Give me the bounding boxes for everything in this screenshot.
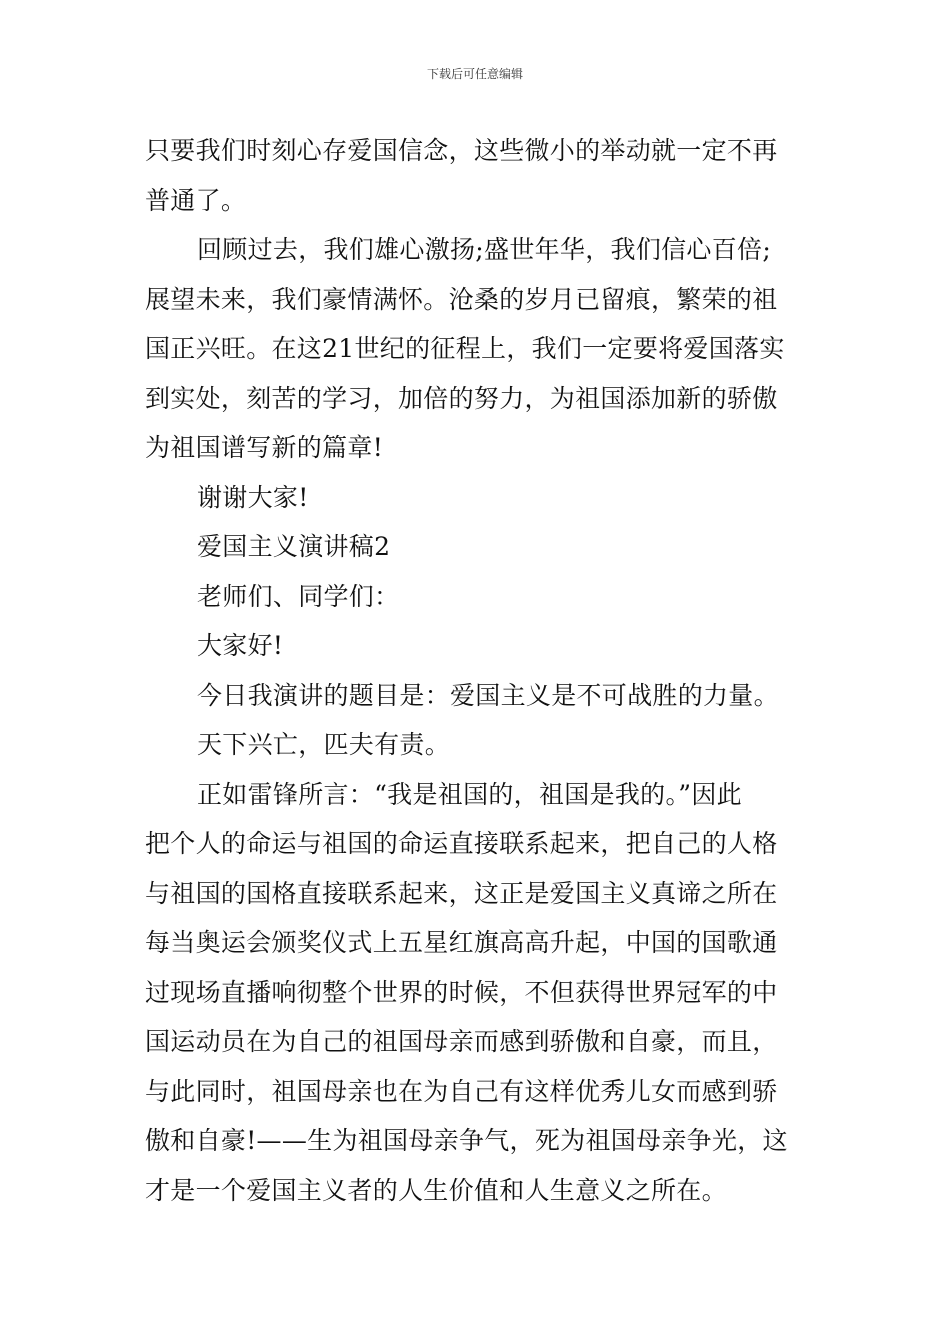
text-line: 每当奥运会颁奖仪式上五星红旗高高升起，中国的国歌通 <box>145 928 778 957</box>
text-line: 到实处，刻苦的学习，加倍的努力，为祖国添加新的骄傲 <box>145 383 778 413</box>
page-header: 下载后可任意编辑 <box>426 67 523 81</box>
text-line: 大家好! <box>197 631 284 660</box>
text-line: 普通了。 <box>145 185 247 215</box>
text-line: 谢谢大家! <box>197 482 309 512</box>
section-title: 爱国主义演讲稿2 <box>197 532 391 561</box>
text-line: 天下兴亡，匹夫有责。 <box>197 730 451 759</box>
text-line: 过现场直播响彻整个世界的时候，不但获得世界冠军的中 <box>145 977 778 1007</box>
text-line: 为祖国谱写新的篇章! <box>145 433 384 462</box>
text-line: 老师们、同学们： <box>197 581 400 611</box>
text-line: 展望未来，我们豪情满怀。沧桑的岁月已留痕，繁荣的祖 <box>145 284 778 314</box>
text-line: 今日我演讲的题目是：爱国主义是不可战胜的力量。 <box>197 680 779 710</box>
text-line: 正如雷锋所言：“我是祖国的，祖国是我的。”因此 <box>197 779 742 809</box>
text-line: 傲和自豪!——生为祖国母亲争气，死为祖国母亲争光，这 <box>145 1126 788 1155</box>
text-line: 才是一个爱国主义者的人生价值和人生意义之所在。 <box>145 1175 727 1205</box>
document-body <box>145 126 807 1215</box>
text-line: 只要我们时刻心存爱国信念，这些微小的举动就一定不再 <box>145 136 778 165</box>
text-line: 与此同时，祖国母亲也在为自己有这样优秀儿女而感到骄 <box>145 1076 778 1106</box>
text-line: 把个人的命运与祖国的命运直接联系起来，把自己的人格 <box>145 829 778 858</box>
text-line: 国运动员在为自己的祖国母亲而感到骄傲和自豪，而且， <box>145 1027 778 1056</box>
text-line: 国正兴旺。在这21世纪的征程上，我们一定要将爱国落实 <box>145 334 785 363</box>
text-line: 回顾过去，我们雄心激扬;盛世年华，我们信心百倍; <box>197 235 772 264</box>
text-line: 与祖国的国格直接联系起来，这正是爱国主义真谛之所在 <box>145 878 778 908</box>
